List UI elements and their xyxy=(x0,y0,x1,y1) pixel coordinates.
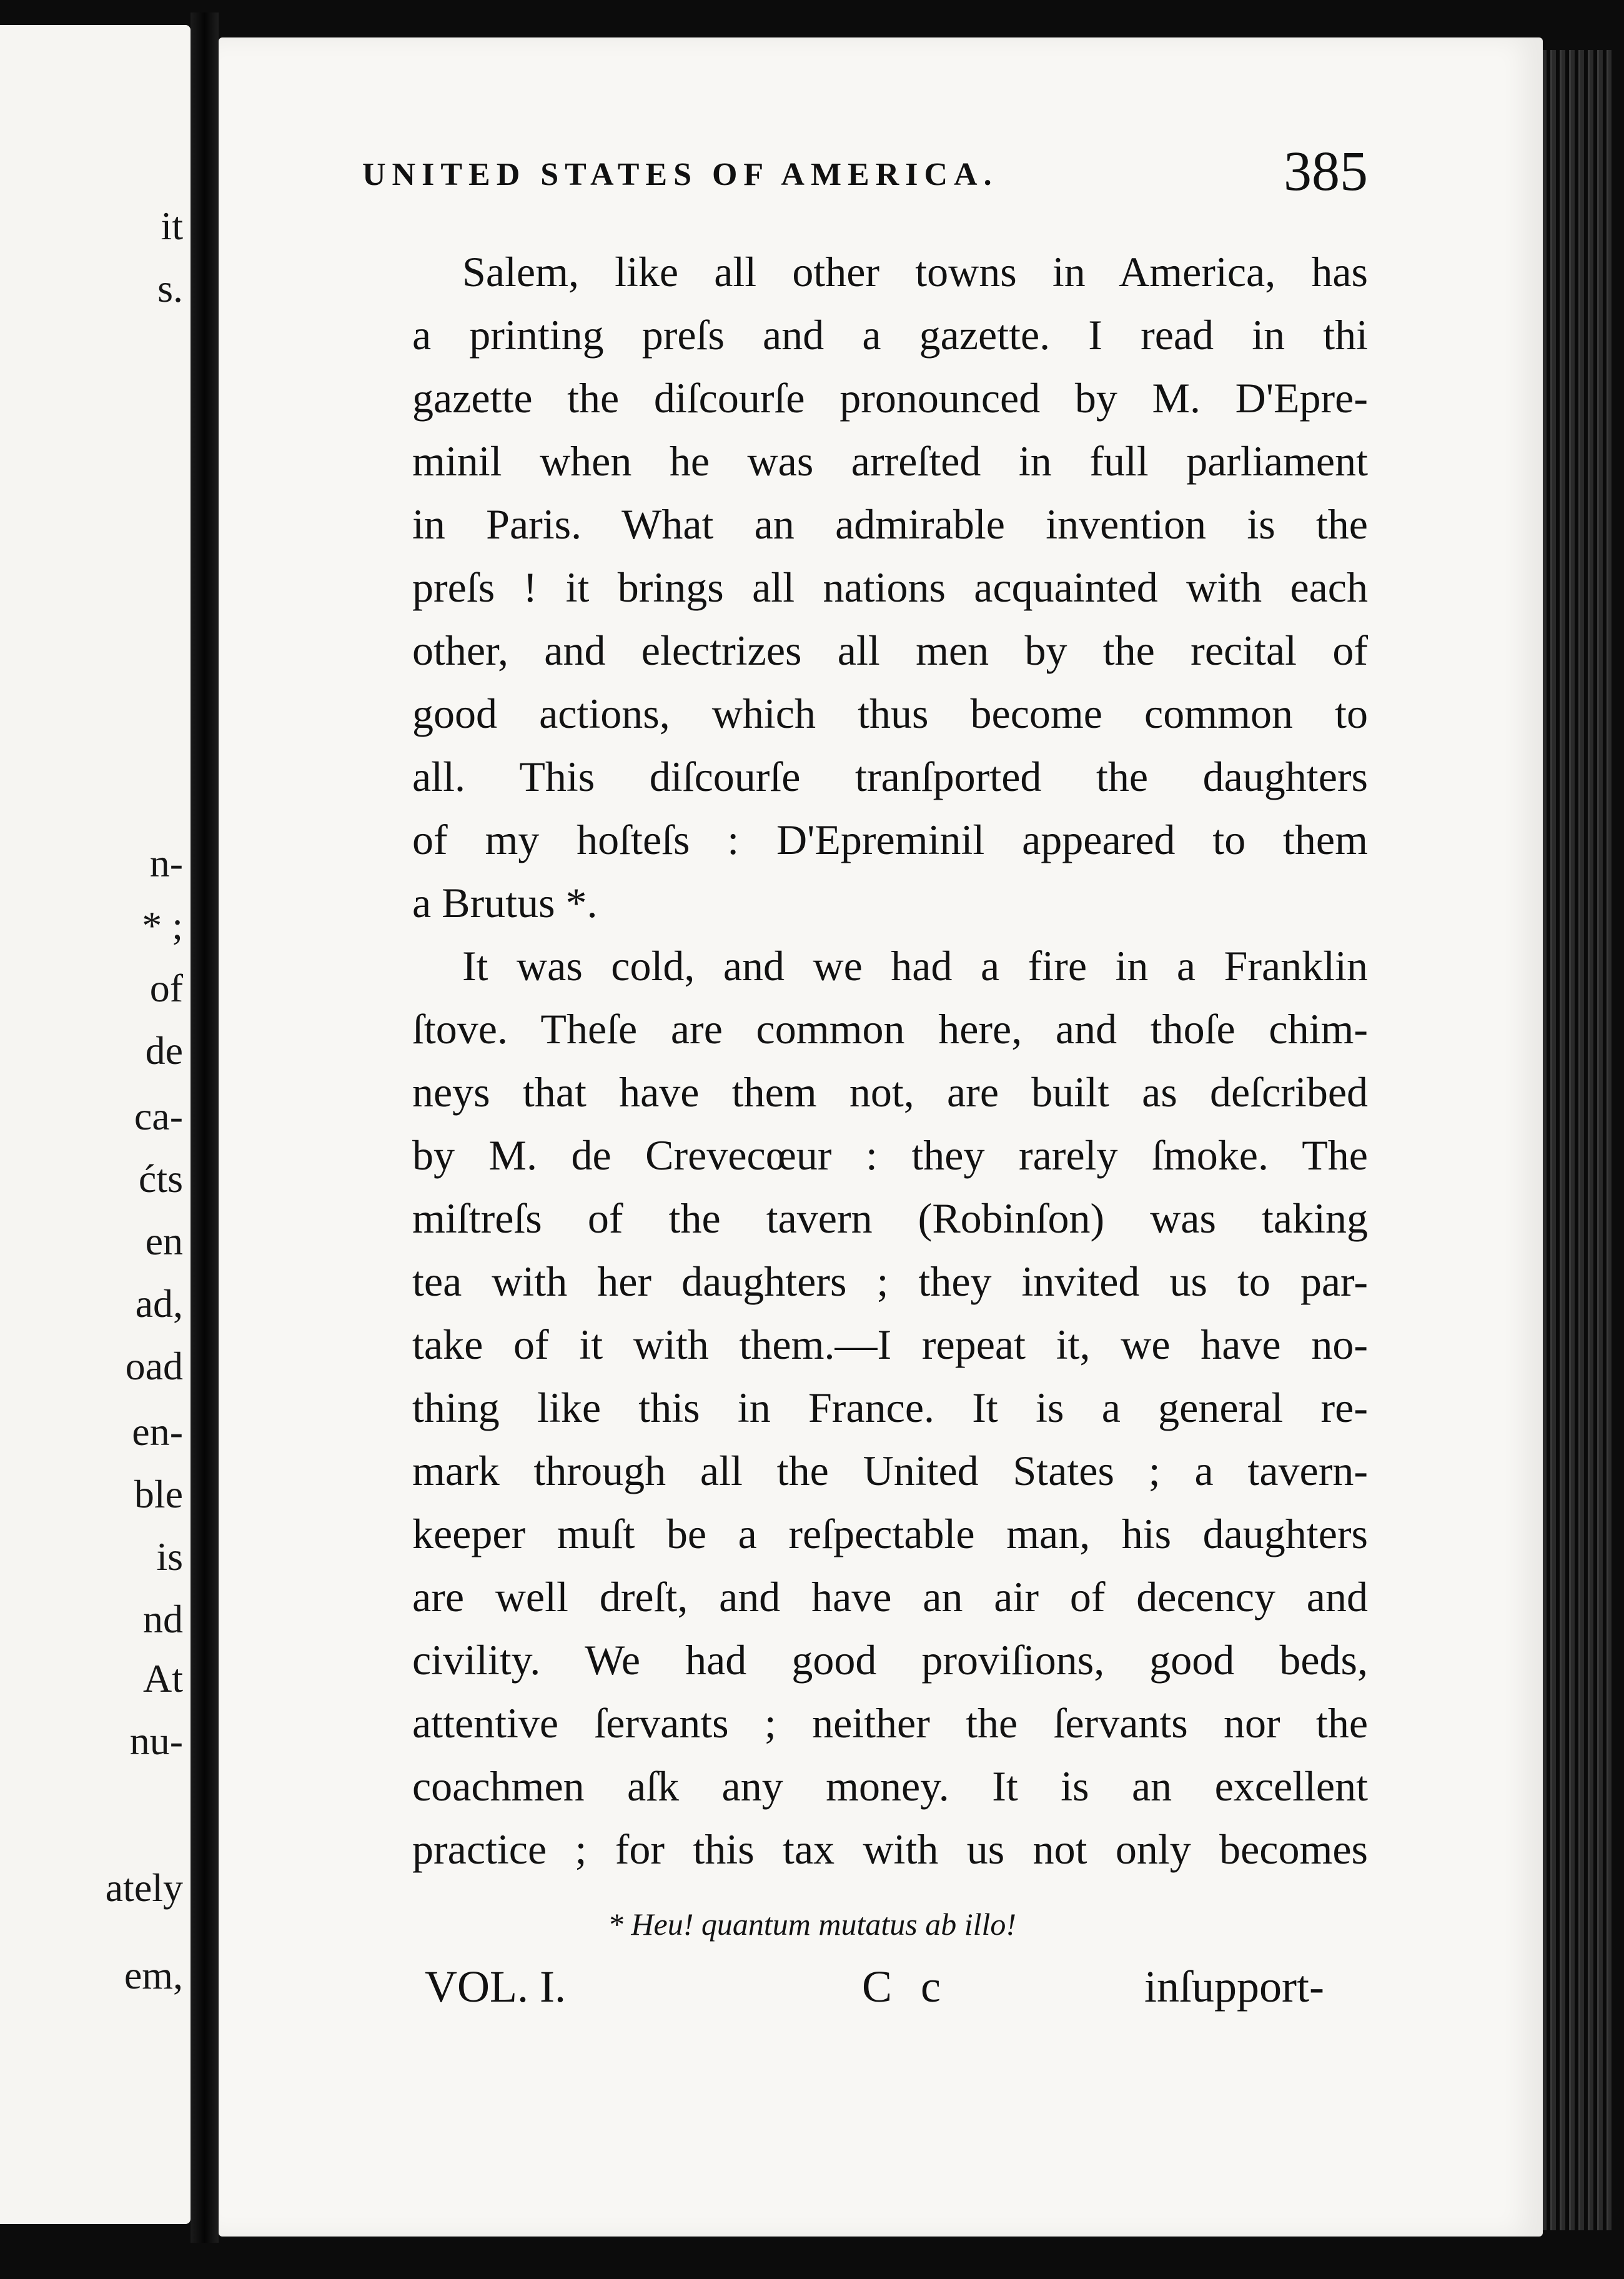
text-line: It was cold, and we had a fire in a Franklin xyxy=(462,942,1368,990)
running-head xyxy=(362,141,1368,203)
text-line: practice ; for this tax with us not only becomes xyxy=(412,1825,1368,1873)
left-page-text-fragment: n- xyxy=(149,841,183,885)
left-page-text-fragment: * ; xyxy=(142,903,183,948)
body-text xyxy=(412,241,1368,1881)
volume-label: VOL. I. xyxy=(425,1962,566,2012)
left-page-text-fragment: of xyxy=(149,966,183,1010)
text-line: minil when he was arreſted in full parliament xyxy=(412,437,1368,485)
left-page-fragment xyxy=(0,25,191,2224)
left-page-text-fragment: de xyxy=(145,1028,183,1073)
text-line: good actions, which thus become common to xyxy=(412,690,1368,737)
text-line: coachmen aſk any money. It is an excellent xyxy=(412,1762,1368,1810)
text-line: tea with her daughters ; they invited us to par- xyxy=(412,1258,1368,1305)
text-line: attentive ſervants ; neither the ſervants nor the xyxy=(412,1699,1368,1747)
left-page-text-fragment: ately xyxy=(105,1865,183,1910)
text-line: other, and electrizes all men by the recital of xyxy=(412,627,1368,674)
catchword: inſupport- xyxy=(1144,1962,1324,2012)
page-number: 385 xyxy=(1284,141,1368,202)
left-page-text-fragment: is xyxy=(156,1534,183,1579)
text-line: neys that have them not, are built as deſcribed xyxy=(412,1068,1368,1116)
text-line: thing like this in France. It is a general re- xyxy=(412,1384,1368,1431)
text-line: are well dreſt, and have an air of decency and xyxy=(412,1573,1368,1621)
footnote: * Heu! quantum mutatus ab illo! xyxy=(607,1907,1017,1942)
left-page-text-fragment: s. xyxy=(157,266,183,310)
text-line: in Paris. What an admirable invention is the xyxy=(412,500,1368,548)
left-page-text-fragment: it xyxy=(161,204,183,248)
text-line: a Brutus *. xyxy=(412,879,598,926)
text-line: by M. de Crevecœur : they rarely ſmoke. The xyxy=(412,1131,1368,1179)
text-line: gazette the diſcourſe pronounced by M. D'Epre- xyxy=(412,374,1368,422)
left-page-text-fragment: nd xyxy=(143,1597,183,1641)
left-page-text-fragment: ad, xyxy=(135,1281,183,1326)
text-line: all. This diſcourſe tranſported the daughters xyxy=(412,753,1368,800)
text-line: mark through all the United States ; a tavern- xyxy=(412,1447,1368,1494)
signature-mark: C c xyxy=(862,1962,949,2012)
text-line: keeper muſt be a reſpectable man, his daughters xyxy=(412,1510,1368,1557)
text-line: miſtreſs of the tavern (Robinſon) was taking xyxy=(412,1194,1368,1242)
text-line: civility. We had good proviſions, good beds, xyxy=(412,1636,1368,1684)
left-page-text-fragment: en xyxy=(145,1219,183,1263)
text-line: of my hoſteſs : D'Epreminil appeared to them xyxy=(412,816,1368,863)
left-page-text-fragment: oad xyxy=(125,1344,183,1388)
left-page-text-fragment: nu- xyxy=(129,1719,183,1763)
text-line: Salem, like all other towns in America, has xyxy=(462,248,1368,295)
running-head-title: UNITED STATES OF AMERICA. xyxy=(362,157,998,192)
left-page-text-fragment: ble xyxy=(134,1472,183,1516)
left-page-text-fragment: em, xyxy=(124,1953,183,1997)
text-line: preſs ! it brings all nations acquainted with each xyxy=(412,564,1368,611)
text-line: a printing preſs and a gazette. I read in thi xyxy=(412,311,1368,359)
left-page-text-fragment: ćts xyxy=(138,1156,183,1201)
text-line: take of it with them.—I repeat it, we have no- xyxy=(412,1321,1368,1368)
left-page-text-fragment: ca- xyxy=(134,1094,183,1138)
page-footer xyxy=(425,1955,1324,2018)
left-page-text-fragment: At xyxy=(143,1656,183,1701)
text-line: ſtove. Theſe are common here, and thoſe chim- xyxy=(412,1005,1368,1053)
left-page-text-fragment: en- xyxy=(132,1409,183,1454)
